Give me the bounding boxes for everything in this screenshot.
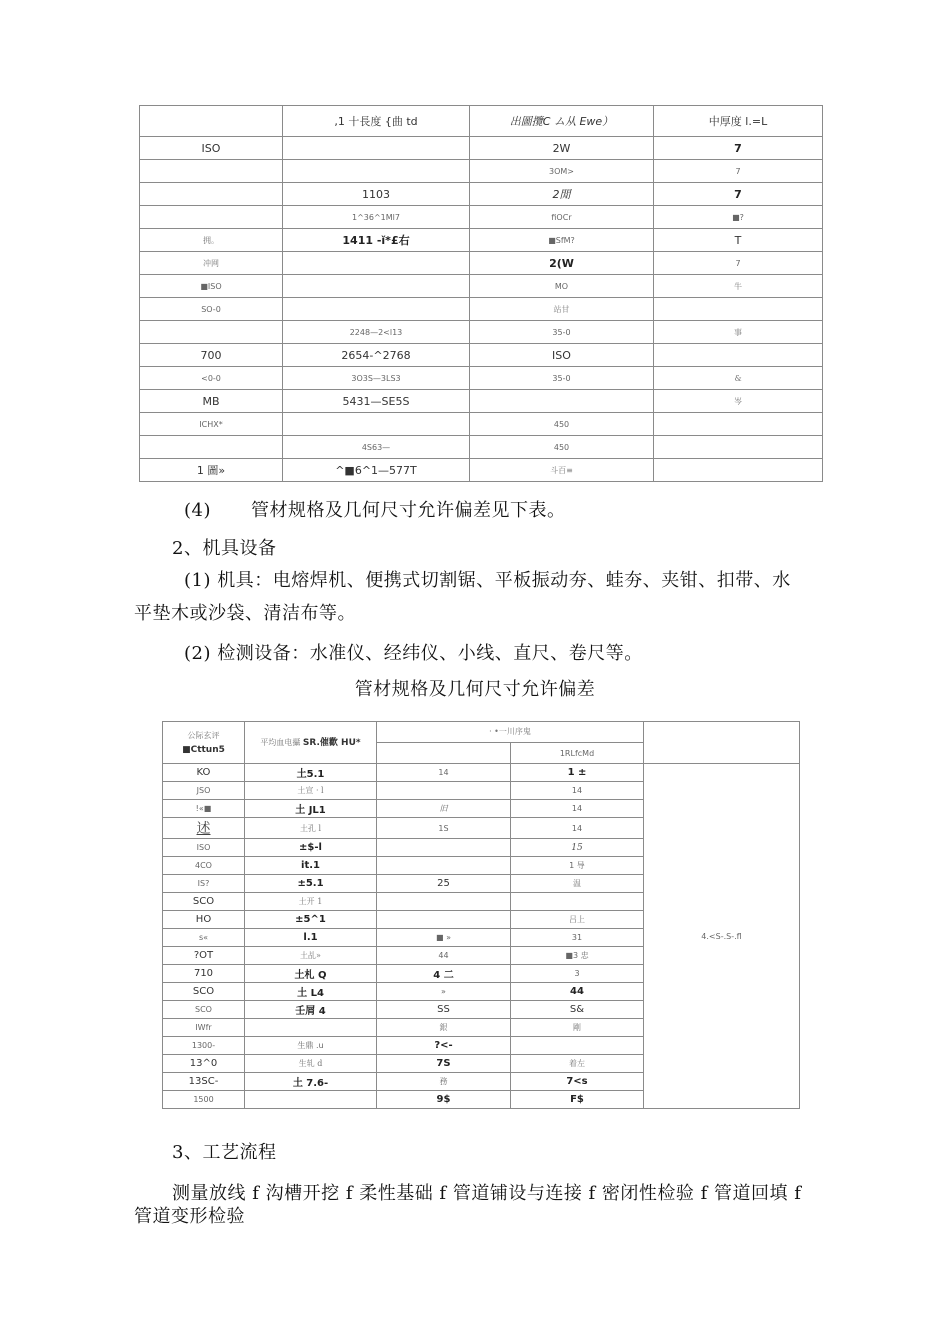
table-cell: 吕上 (511, 911, 644, 929)
table2-header-cell: 1RLfcMd (511, 743, 644, 764)
section-heading-process: 3、工艺流程 (172, 1142, 277, 1163)
table-cell: 銀 (377, 1019, 511, 1037)
table-cell: ±5.1 (245, 875, 377, 893)
table-cell: 土开 1 (245, 893, 377, 911)
table-cell (140, 321, 283, 344)
table-cell: SCO (163, 983, 245, 1001)
table-cell: 1300- (163, 1037, 245, 1055)
table-cell (377, 782, 511, 800)
table-cell: ?<- (377, 1037, 511, 1055)
table-cell (377, 893, 511, 911)
table-cell: SCO (163, 1001, 245, 1019)
table-cell: 25 (377, 875, 511, 893)
process-flow-line-1: 测量放线 f 沟槽开挖 f 柔性基础 f 管道铺设与连接 f 密闭性检验 f 管道回填 f (172, 1183, 802, 1204)
table-cell: 7<s (511, 1073, 644, 1091)
table-cell: 3 (511, 965, 644, 983)
table-cell: JSO (163, 782, 245, 800)
header-line: ■Cttun5 (182, 744, 225, 755)
table-cell: 旧 (377, 800, 511, 818)
table2-header-cell-empty (377, 743, 511, 764)
table2-header-cell: · •一川序鬼 (377, 722, 644, 743)
table-cell (283, 252, 470, 275)
pipe-tolerance-table (162, 721, 800, 1109)
table-cell: 14 (511, 818, 644, 839)
table-cell: 生轧 d (245, 1055, 377, 1073)
header-text: 平均血电攝 (260, 737, 301, 747)
table-cell (377, 839, 511, 857)
table-cell (377, 911, 511, 929)
table-cell: 3O3S—3LS3 (283, 367, 470, 390)
section-heading-equipment: 2、机具设备 (172, 538, 277, 559)
table-row (140, 160, 823, 183)
table-cell: 1 导 (511, 857, 644, 875)
table-cell: l.1 (245, 929, 377, 947)
table-cell (140, 183, 283, 206)
table-row (140, 367, 823, 390)
table-cell: s« (163, 929, 245, 947)
table-cell (245, 1019, 377, 1037)
table-cell: ISO (470, 344, 654, 367)
table2-header-cell-empty (644, 722, 800, 764)
table-cell (511, 893, 644, 911)
table-cell: 土 7.6- (245, 1073, 377, 1091)
table-cell: 7 (654, 252, 823, 275)
table-cell: ■SfM? (470, 229, 654, 252)
table-cell: 4CO (163, 857, 245, 875)
table-cell: MB (140, 390, 283, 413)
table-cell (140, 160, 283, 183)
table-cell: SCO (163, 893, 245, 911)
table-cell: 述 (163, 818, 245, 839)
table-cell (283, 413, 470, 436)
table-cell: 站甘 (470, 298, 654, 321)
table-cell: IS? (163, 875, 245, 893)
table-cell: 土孔 l (245, 818, 377, 839)
table-cell (654, 344, 823, 367)
table2-title: 管材规格及几何尺寸允许偏差 (354, 679, 596, 700)
table-cell: 44 (511, 983, 644, 1001)
header-line: 公际玄评 (187, 730, 220, 740)
paragraph-text: 管材规格及几何尺寸允许偏差见下表。 (251, 500, 566, 521)
table-cell (283, 275, 470, 298)
table-cell (511, 1037, 644, 1055)
table-cell: IWfr (163, 1019, 245, 1037)
table-cell: 2W (470, 137, 654, 160)
table-cell: 14 (511, 800, 644, 818)
table-cell: <0-0 (140, 367, 283, 390)
table-cell (654, 436, 823, 459)
table-cell: 700 (140, 344, 283, 367)
table-cell: 5431—SE5S (283, 390, 470, 413)
table-cell (470, 390, 654, 413)
paragraph-4 (184, 498, 566, 524)
table-cell: 7 (654, 137, 823, 160)
table-cell: 冲网 (140, 252, 283, 275)
table-cell: 事 (654, 321, 823, 344)
table-cell: 土乩» (245, 947, 377, 965)
table-row (140, 298, 823, 321)
table-cell: ISO (140, 137, 283, 160)
table-row (140, 275, 823, 298)
table1-header-cell: 出圖攬C ム从 Ewe） (470, 106, 654, 137)
table-cell (140, 206, 283, 229)
process-flow-line-2: 管道变形检验 (134, 1206, 245, 1227)
table-cell: 1 ± (511, 764, 644, 782)
table1-header-row (140, 106, 823, 137)
table-cell: 4S63— (283, 436, 470, 459)
table-cell: ■3 忠 (511, 947, 644, 965)
table-cell: HO (163, 911, 245, 929)
table-cell: ICHX* (140, 413, 283, 436)
table-cell: F$ (511, 1091, 644, 1109)
table-cell: fiOCr (470, 206, 654, 229)
table-cell: 450 (470, 413, 654, 436)
table-cell: ?OT (163, 947, 245, 965)
table-cell (283, 160, 470, 183)
table1-header-cell: ,1 十長度 {曲 td (283, 106, 470, 137)
table-cell: SO-0 (140, 298, 283, 321)
table-cell (654, 298, 823, 321)
table-cell: KO (163, 764, 245, 782)
table-cell: 7 (654, 160, 823, 183)
table-cell: 牛 (654, 275, 823, 298)
table-cell: 1 圖» (140, 459, 283, 482)
table-cell: 着左 (511, 1055, 644, 1073)
table1-header-cell: 中厚度 l.=L (654, 106, 823, 137)
table-cell: 7 (654, 183, 823, 206)
table-cell (377, 857, 511, 875)
table-cell (654, 459, 823, 482)
table-cell: 2654-^2768 (283, 344, 470, 367)
table-cell: ■ISO (140, 275, 283, 298)
table-cell: MO (470, 275, 654, 298)
table-cell: 2248—2<l13 (283, 321, 470, 344)
tools-paragraph-line-1: (1) 机具：电熔焊机、便携式切割锯、平板振动夯、蛙夯、夹钳、扣带、水 (184, 570, 791, 591)
detection-paragraph: (2) 检测设备：水准仪、经纬仪、小线、直尺、卷尺等。 (184, 643, 643, 664)
tools-paragraph-line-2: 平垫木或沙袋、清洁布等。 (134, 603, 356, 624)
table-row (140, 183, 823, 206)
table-cell: 13^0 (163, 1055, 245, 1073)
table-row (140, 390, 823, 413)
table-cell: 14 (511, 782, 644, 800)
table-cell: 務 (377, 1073, 511, 1091)
table-row (140, 206, 823, 229)
table-cell: 拥。 (140, 229, 283, 252)
table-cell: » (377, 983, 511, 1001)
table-cell: 1411 -ǐ*£右 (283, 229, 470, 252)
table-cell: 3OM> (470, 160, 654, 183)
table-cell: 土5.1 (245, 764, 377, 782)
table-cell: 温 (511, 875, 644, 893)
table-cell: 15 (511, 839, 644, 857)
table-cell: 2(W (470, 252, 654, 275)
table-cell: 44 (377, 947, 511, 965)
merged-tolerance-cell: 4.<S-.S-.fl (644, 764, 800, 1109)
table-cell: 9$ (377, 1091, 511, 1109)
table-cell: it.1 (245, 857, 377, 875)
table-cell: 斗百≡ (470, 459, 654, 482)
pipe-dimension-table-1 (139, 105, 823, 482)
table-cell: 1500 (163, 1091, 245, 1109)
table-cell: 1^36^1Ml7 (283, 206, 470, 229)
table-cell: 4 二 (377, 965, 511, 983)
table-cell: ISO (163, 839, 245, 857)
table-row (140, 229, 823, 252)
table-cell (245, 1091, 377, 1109)
table-row (163, 764, 800, 782)
table-cell: 14 (377, 764, 511, 782)
table-cell: 35-0 (470, 321, 654, 344)
table-cell: 壬屑 4 (245, 1001, 377, 1019)
table-cell (283, 137, 470, 160)
table-row (140, 321, 823, 344)
table-cell: 2閒 (470, 183, 654, 206)
table-cell (140, 436, 283, 459)
table-cell: ■? (654, 206, 823, 229)
table-cell: 7S (377, 1055, 511, 1073)
table-cell: 31 (511, 929, 644, 947)
table-cell: 土札 Q (245, 965, 377, 983)
table-row (140, 413, 823, 436)
table1-header-cell-empty (140, 106, 283, 137)
table2-header-cell (163, 722, 245, 764)
table-cell: ^■6^1—577T (283, 459, 470, 482)
table-cell: 剛 (511, 1019, 644, 1037)
header-text: SR.催歡 HU* (302, 737, 361, 748)
table-row (140, 252, 823, 275)
table2-header-row (163, 722, 800, 743)
table-cell: SS (377, 1001, 511, 1019)
table-cell: S& (511, 1001, 644, 1019)
table-cell: & (654, 367, 823, 390)
table2-header-cell (245, 722, 377, 764)
table-cell: 生鼎 .u (245, 1037, 377, 1055)
table-cell: ±$-l (245, 839, 377, 857)
table-row (140, 137, 823, 160)
table-cell: 13SC- (163, 1073, 245, 1091)
table-row (140, 344, 823, 367)
table-cell: 土 JL1 (245, 800, 377, 818)
table-cell: 450 (470, 436, 654, 459)
table-cell (283, 298, 470, 321)
table-cell: 710 (163, 965, 245, 983)
table-cell: 35-0 (470, 367, 654, 390)
table-cell: 岑 (654, 390, 823, 413)
table-row (140, 436, 823, 459)
table-cell: T (654, 229, 823, 252)
table-cell (654, 413, 823, 436)
table-cell: 土 L4 (245, 983, 377, 1001)
table-cell: ■ » (377, 929, 511, 947)
table-row (140, 459, 823, 482)
table-cell: ±5^1 (245, 911, 377, 929)
table-cell: 1S (377, 818, 511, 839)
paragraph-number: (4) (184, 500, 211, 521)
table-cell: 1103 (283, 183, 470, 206)
table-cell: !«■ (163, 800, 245, 818)
table-cell: 土宣 · l (245, 782, 377, 800)
